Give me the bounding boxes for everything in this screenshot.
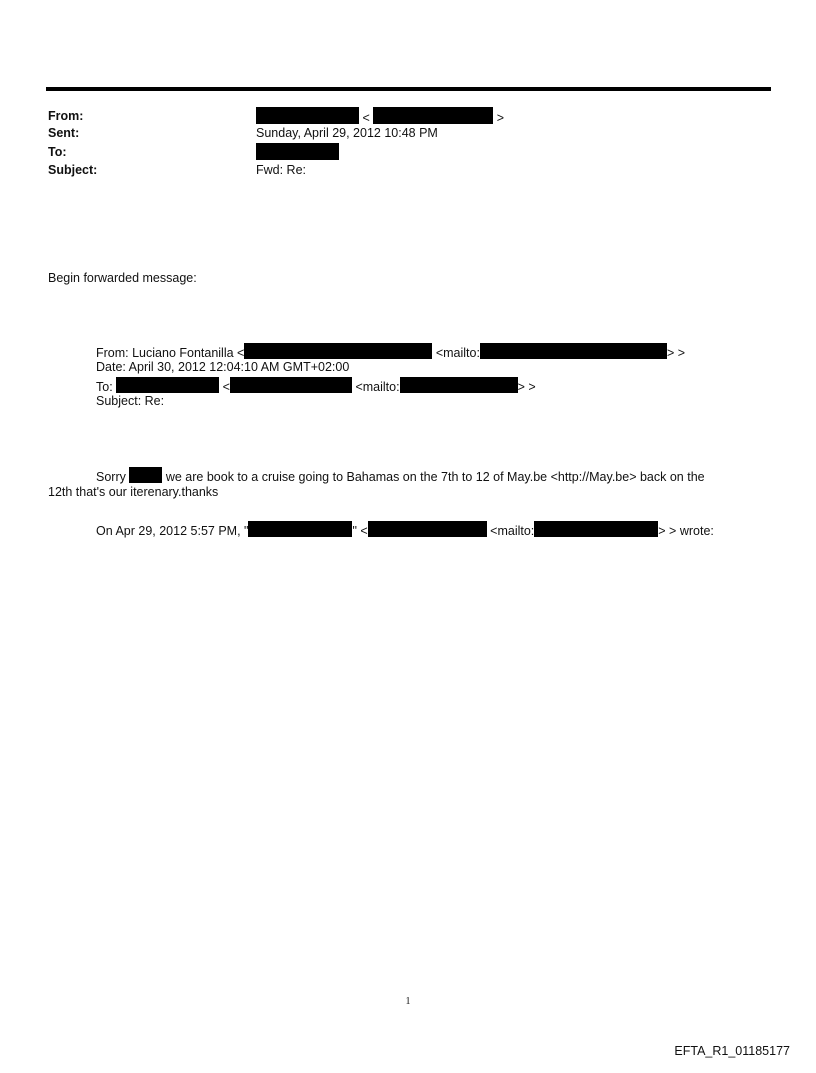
- subject-value: Fwd: Re:: [256, 163, 307, 177]
- quote-attribution: [96, 521, 714, 538]
- from-close-bracket: >: [496, 111, 505, 125]
- bates-number: EFTA_R1_01185177: [674, 1044, 790, 1058]
- fwd-subject-line: Subject: Re:: [96, 394, 165, 408]
- forward-intro: Begin forwarded message:: [48, 271, 197, 285]
- fwd-from-prefix: From: Luciano Fontanilla <: [96, 346, 245, 360]
- message-line-1: [96, 467, 705, 484]
- redaction-box: [373, 107, 493, 124]
- redaction-box: [256, 107, 359, 124]
- from-open-bracket: <: [362, 111, 370, 125]
- wrote-text: > > wrote:: [658, 524, 714, 538]
- close-brackets: > >: [517, 380, 536, 394]
- redaction-box: [534, 521, 658, 537]
- message-text: we are book to a cruise going to Bahamas on the 7th to 12 of May.be <http://May.be> back on the: [165, 470, 705, 484]
- fwd-to-prefix: To:: [96, 380, 113, 394]
- fwd-date-line: Date: April 30, 2012 12:04:10 AM GMT+02:00: [96, 360, 350, 374]
- from-value: [256, 107, 504, 125]
- subject-label: Subject:: [48, 163, 98, 177]
- on-prefix: On Apr 29, 2012 5:57 PM, ": [96, 524, 249, 538]
- redaction-box: [368, 521, 487, 537]
- sent-label: Sent:: [48, 126, 80, 140]
- header-rule: [46, 87, 771, 91]
- redaction-box: [480, 343, 667, 359]
- redaction-box: [116, 377, 219, 393]
- page-number: 1: [405, 996, 411, 1007]
- fwd-to-line: [96, 377, 536, 394]
- sorry-prefix: Sorry: [96, 470, 126, 484]
- on-mid: " <: [352, 524, 368, 538]
- redaction-box: [400, 377, 518, 393]
- mailto-open: <mailto:: [490, 524, 535, 538]
- to-value: [256, 143, 339, 161]
- redaction-box: [244, 343, 432, 359]
- mailto-open: <mailto:: [435, 346, 480, 360]
- close-brackets: > >: [666, 346, 686, 360]
- message-line-2: 12th that's our iterenary.thanks: [48, 485, 219, 499]
- lt-bracket: <: [222, 380, 230, 394]
- to-label: To:: [48, 145, 67, 159]
- fwd-from-line: [96, 343, 685, 360]
- from-label: From:: [48, 109, 84, 123]
- redaction-box: [248, 521, 352, 537]
- sent-value: Sunday, April 29, 2012 10:48 PM: [256, 126, 438, 140]
- redaction-box: [256, 143, 339, 160]
- redaction-box: [129, 467, 162, 483]
- redaction-box: [230, 377, 352, 393]
- mailto-open: <mailto:: [355, 380, 400, 394]
